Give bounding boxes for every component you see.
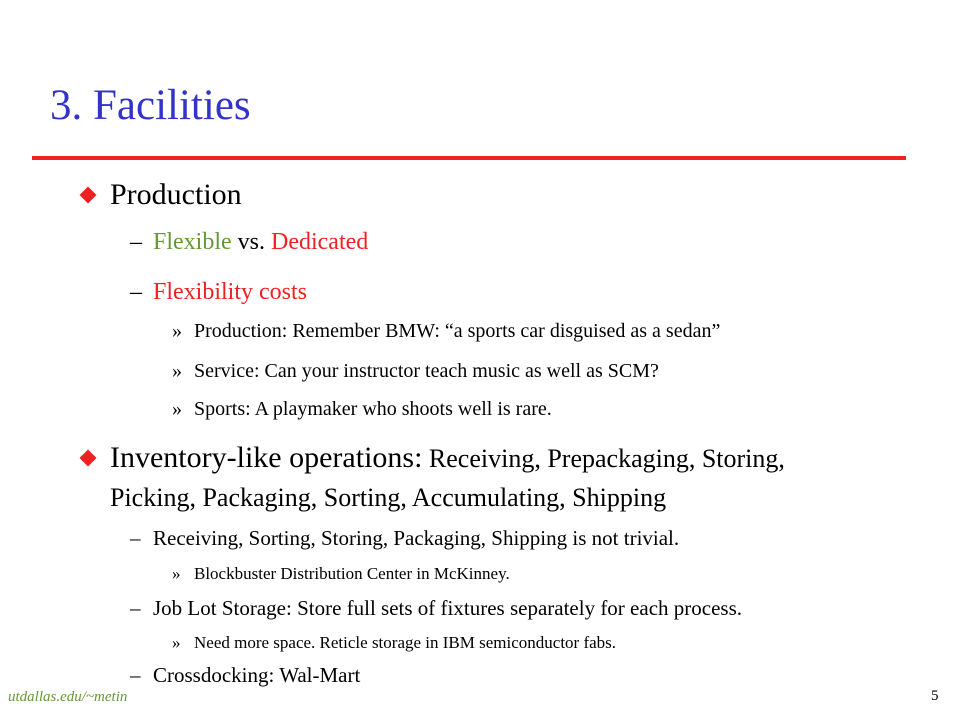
example-service [172, 361, 659, 381]
chevron-marker: » [172, 398, 182, 420]
example-blockbuster [172, 565, 510, 582]
dash-marker: – [130, 663, 141, 687]
chevron-marker: » [172, 360, 182, 382]
chevron-marker: » [172, 564, 181, 583]
example-reticle [172, 634, 616, 651]
diamond-bullet-icon [80, 187, 97, 204]
slide-title: 3. Facilities [50, 82, 251, 129]
diamond-bullet-icon [80, 450, 97, 467]
subitem-crossdocking [130, 665, 360, 686]
bullet-production: Production [110, 178, 242, 211]
dash-marker: – [130, 229, 142, 255]
dash-marker: – [130, 596, 141, 620]
flexibility-costs-label: Flexibility costs [153, 279, 308, 305]
bullet-inventory-line2: Picking, Packaging, Sorting, Accumulating, Shipping [110, 483, 667, 512]
subitem-text: Receiving, Sorting, Storing, Packaging, Shipping is not trivial. [153, 526, 680, 550]
title-underline [32, 156, 906, 160]
subitem-text: Job Lot Storage: Store full sets of fixtures separately for each process. [153, 596, 742, 620]
example-production [172, 321, 720, 341]
vs-label: vs. [231, 229, 271, 255]
example-text: Need more space. Reticle storage in IBM semiconductor fabs. [194, 633, 617, 652]
example-text: Blockbuster Distribution Center in McKinney. [194, 564, 510, 583]
dash-marker: – [130, 526, 141, 550]
chevron-marker: » [172, 633, 181, 652]
flexible-label: Flexible [153, 229, 232, 255]
example-text: Service: Can your instructor teach music as well as SCM? [194, 360, 659, 382]
subitem-receiving [130, 528, 679, 549]
chevron-marker: » [172, 320, 182, 342]
subitem-flexible-vs-dedicated [130, 230, 368, 254]
dedicated-label: Dedicated [271, 229, 369, 255]
subitem-flexibility-costs [130, 280, 307, 304]
dash-marker: – [130, 279, 142, 305]
subitem-job-lot [130, 598, 742, 619]
page-number: 5 [931, 688, 939, 704]
bullet-inventory-operations [110, 443, 785, 473]
inventory-lead: Inventory-like operations: [110, 441, 423, 474]
subitem-text: Crossdocking: Wal-Mart [153, 663, 361, 687]
inventory-rest: Receiving, Prepackaging, Storing, [422, 444, 785, 473]
example-sports [172, 399, 552, 419]
example-text: Production: Remember BMW: “a sports car disguised as a sedan” [194, 320, 721, 342]
example-text: Sports: A playmaker who shoots well is rare. [194, 398, 552, 420]
footer-url: utdallas.edu/~metin [8, 689, 128, 705]
